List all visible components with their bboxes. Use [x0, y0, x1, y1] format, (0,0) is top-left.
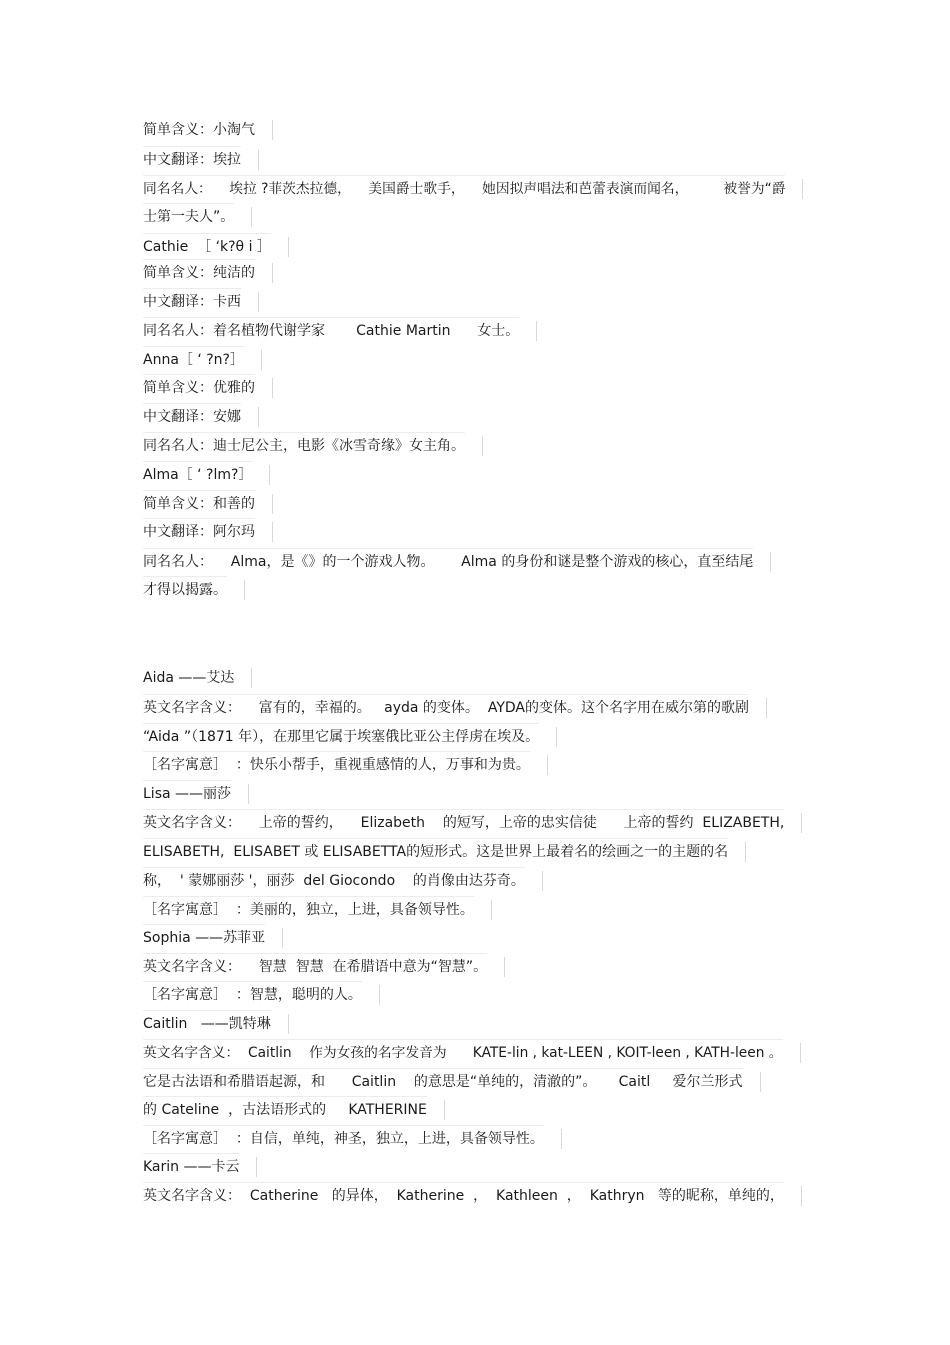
text-line: “Aida ”（1871 年），在那里它属于埃塞俄比亚公主俘虏在埃及。 — [143, 723, 539, 750]
text-line: ［名字寓意］ ：智慧，聪明的人。 — [143, 981, 362, 1008]
text-line: Alma［ ‘ ?lm?］ — [143, 461, 252, 488]
text-line: 同名名人：着名植物代谢学家 Cathie Martin 女士。 — [143, 317, 519, 344]
text-line: 才得以揭露。 — [143, 576, 227, 603]
text-line: 简单含义：优雅的 — [143, 374, 255, 401]
text-line: ［名字寓意］ ：自信，单纯，神圣，独立，上进，具备领导性。 — [143, 1125, 544, 1152]
text-line: 同名名人：迪士尼公主，电影《冰雪奇缘》女主角。 — [143, 432, 465, 459]
text-line: 英文名字含义： 富有的，幸福的。 ayda 的变体。 AYDA的变体。这个名字用在威尔第的歌剧 — [143, 694, 749, 721]
text-line: ［名字寓意］ ：美丽的，独立，上进，具备领导性。 — [143, 896, 474, 923]
text-line: 士第一夫人”。 — [143, 203, 234, 230]
text-line: 的 Cateline ，古法语形式的 KATHERINE — [143, 1096, 427, 1123]
text-line: Anna［ ‘ ?n?］ — [143, 346, 244, 373]
text-line: Sophia ——苏菲亚 — [143, 924, 265, 951]
text-line: Caitlin ——凯特琳 — [143, 1010, 271, 1037]
text-line: 它是古法语和希腊语起源，和 Caitlin 的意思是“单纯的，清澈的”。 Caitl 爱尔兰形式 — [143, 1068, 743, 1095]
text-line: 同名名人： 埃拉 ?菲茨杰拉德， 美国爵士歌手， 她因拟声唱法和芭蕾表演而闻名， 被誉为“爵 — [143, 175, 785, 202]
text-line: ELISABETH, ELISABET 或 ELISABETTA的短形式。这是世界上最着名的绘画之一的主题的名 — [143, 838, 728, 865]
text-line: 简单含义：小淘气 — [143, 117, 255, 143]
text-line: 中文翻译：安娜 — [143, 403, 241, 430]
text-line: 英文名字含义： 智慧 智慧 在希腊语中意为“智慧”。 — [143, 953, 487, 980]
text-line: 称， ' 蒙娜丽莎 '，丽莎 del Giocondo 的肖像由达芬奇。 — [143, 867, 525, 894]
text-line: 同名名人： Alma，是《》的一个游戏人物。 Alma 的身份和谜是整个游戏的核心，直至结尾 — [143, 548, 753, 575]
text-line: 中文翻译：埃拉 — [143, 146, 241, 173]
text-line: 简单含义：和善的 — [143, 490, 255, 517]
text-line: 英文名字含义： Caitlin 作为女孩的名字发音为 KATE-lin , kat-LEEN , KOIT-leen , KATH-leen 。 — [143, 1039, 783, 1066]
text-line: Cathie ［ ‘k?θ i ］ — [143, 233, 271, 260]
text-line: 英文名字含义： 上帝的誓约， Elizabeth 的短写，上帝的忠实信徒 上帝的誓约 ELIZABETH, — [143, 809, 784, 836]
text-line: 中文翻译：卡西 — [143, 288, 241, 315]
text-line: Lisa ——丽莎 — [143, 780, 231, 807]
text-line: 中文翻译：阿尔玛 — [143, 518, 255, 545]
text-line: 简单含义：纯洁的 — [143, 259, 255, 286]
text-line: Aida ——艾达 — [143, 665, 234, 691]
text-line: Karin ——卡云 — [143, 1153, 239, 1180]
text-line: 英文名字含义： Catherine 的异体， Katherine ， Kathleen ， Kathryn 等的昵称，单纯的， — [143, 1182, 784, 1209]
text-line: ［名字寓意］ ：快乐小帮手，重视重感情的人，万事和为贵。 — [143, 751, 530, 778]
